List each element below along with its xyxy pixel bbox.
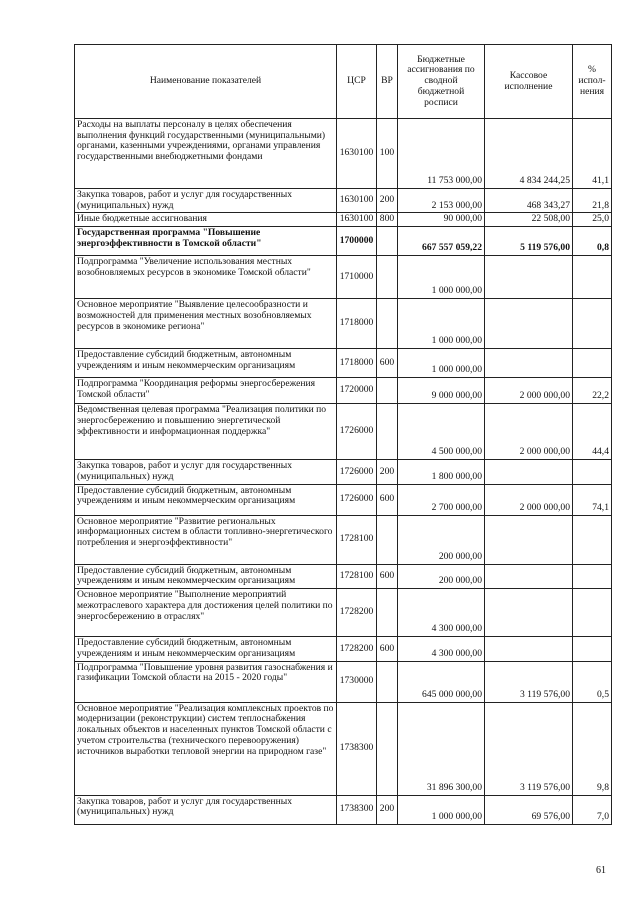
table-row [75, 795, 612, 824]
row-assignments: 31 896 300,00 [398, 702, 485, 795]
row-cash-execution: 2 000 000,00 [485, 378, 573, 404]
row-vr [377, 589, 398, 637]
row-csr: 1738300 [337, 702, 377, 795]
row-assignments: 4 300 000,00 [398, 589, 485, 637]
row-percent [573, 460, 612, 484]
row-name: Закупка товаров, работ и услуг для государственных (муниципальных) нужд [75, 189, 337, 213]
row-percent: 44,4 [573, 404, 612, 460]
row-name: Основное мероприятие "Выполнение мероприятий межотраслевого характера для достижения целей политики по энергосбережению в отраслях" [75, 589, 337, 637]
row-cash-execution [485, 349, 573, 378]
row-csr: 1700000 [337, 227, 377, 256]
row-percent [573, 299, 612, 349]
row-csr: 1726000 [337, 404, 377, 460]
header-name: Наименование показателей [75, 45, 337, 119]
header-assignments: Бюджетные ассигнования по сводной бюджетной росписи [398, 45, 485, 119]
table-row [75, 189, 612, 213]
row-csr: 1720000 [337, 378, 377, 404]
row-assignments: 667 557 059,22 [398, 227, 485, 256]
row-assignments: 9 000 000,00 [398, 378, 485, 404]
row-percent: 9,8 [573, 702, 612, 795]
table-row [75, 213, 612, 227]
row-cash-execution: 4 834 244,25 [485, 119, 573, 189]
row-cash-execution: 2 000 000,00 [485, 484, 573, 515]
row-assignments: 1 000 000,00 [398, 349, 485, 378]
row-csr: 1630100 [337, 213, 377, 227]
table-header-row [75, 45, 612, 119]
row-percent [573, 256, 612, 299]
row-cash-execution: 3 119 576,00 [485, 702, 573, 795]
row-name: Закупка товаров, работ и услуг для государственных (муниципальных) нужд [75, 795, 337, 824]
row-percent: 0,8 [573, 227, 612, 256]
row-cash-execution [485, 515, 573, 564]
table-row [75, 564, 612, 588]
row-percent: 41,1 [573, 119, 612, 189]
row-vr: 600 [377, 349, 398, 378]
row-percent [573, 589, 612, 637]
row-name: Расходы на выплаты персоналу в целях обеспечения выполнения функций государственными (муниципальными) органами, казенными учреждениями, органами управления государственными внебюджетными фондами [75, 119, 337, 189]
row-cash-execution: 2 000 000,00 [485, 404, 573, 460]
row-assignments: 200 000,00 [398, 515, 485, 564]
row-name: Предоставление субсидий бюджетным, автономным учреждениям и иным некоммерческим организациям [75, 564, 337, 588]
table-row [75, 515, 612, 564]
row-csr: 1718000 [337, 349, 377, 378]
row-percent: 25,0 [573, 213, 612, 227]
row-assignments: 2 153 000,00 [398, 189, 485, 213]
row-vr [377, 404, 398, 460]
row-cash-execution [485, 564, 573, 588]
row-assignments: 1 000 000,00 [398, 256, 485, 299]
row-name: Иные бюджетные ассигнования [75, 213, 337, 227]
table-row [75, 256, 612, 299]
row-assignments: 200 000,00 [398, 564, 485, 588]
table-row [75, 299, 612, 349]
table-body [75, 119, 612, 825]
row-percent: 21,8 [573, 189, 612, 213]
table-row [75, 589, 612, 637]
row-csr: 1726000 [337, 484, 377, 515]
row-assignments: 11 753 000,00 [398, 119, 485, 189]
row-name: Государственная программа "Повышение энергоэффективности в Томской области" [75, 227, 337, 256]
row-cash-execution: 22 508,00 [485, 213, 573, 227]
row-vr: 600 [377, 484, 398, 515]
table-row [75, 378, 612, 404]
row-assignments: 4 500 000,00 [398, 404, 485, 460]
row-name: Ведомственная целевая программа "Реализация политики по энергосбережению и повышению энергетической эффективности и информационная поддержка" [75, 404, 337, 460]
header-cash-execution: Кассовое исполнение [485, 45, 573, 119]
row-cash-execution [485, 256, 573, 299]
table-row [75, 702, 612, 795]
row-cash-execution [485, 299, 573, 349]
row-name: Подпрограмма "Координация реформы энергосбережения Томской области" [75, 378, 337, 404]
row-percent: 7,0 [573, 795, 612, 824]
row-name: Предоставление субсидий бюджетным, автономным учреждениям и иным некоммерческим организациям [75, 637, 337, 661]
row-name: Подпрограмма "Увеличение использования местных возобновляемых ресурсов в экономике Томской области" [75, 256, 337, 299]
table-row [75, 484, 612, 515]
row-assignments: 1 000 000,00 [398, 299, 485, 349]
row-vr: 200 [377, 460, 398, 484]
row-assignments: 1 800 000,00 [398, 460, 485, 484]
row-csr: 1718000 [337, 299, 377, 349]
row-assignments: 4 300 000,00 [398, 637, 485, 661]
header-csr: ЦСР [337, 45, 377, 119]
table-row [75, 460, 612, 484]
row-csr: 1630100 [337, 119, 377, 189]
row-percent [573, 564, 612, 588]
row-vr [377, 661, 398, 702]
row-name: Основное мероприятие "Выявление целесообразности и возможностей для применения местных возобновляемых ресурсов в экономике региона" [75, 299, 337, 349]
table-row [75, 661, 612, 702]
row-cash-execution: 468 343,27 [485, 189, 573, 213]
table-row [75, 637, 612, 661]
row-csr: 1710000 [337, 256, 377, 299]
row-cash-execution: 3 119 576,00 [485, 661, 573, 702]
table-row [75, 404, 612, 460]
row-cash-execution [485, 637, 573, 661]
row-vr: 200 [377, 795, 398, 824]
row-percent [573, 349, 612, 378]
row-csr: 1738300 [337, 795, 377, 824]
row-name: Основное мероприятие "Развитие региональных информационных систем в области топливно-энергетического потребления и энергоэффективности" [75, 515, 337, 564]
row-vr [377, 227, 398, 256]
row-assignments: 2 700 000,00 [398, 484, 485, 515]
table-row [75, 119, 612, 189]
row-assignments: 1 000 000,00 [398, 795, 485, 824]
row-percent [573, 515, 612, 564]
row-percent [573, 637, 612, 661]
row-percent: 22,2 [573, 378, 612, 404]
row-csr: 1630100 [337, 189, 377, 213]
row-name: Предоставление субсидий бюджетным, автономным учреждениям и иным некоммерческим организациям [75, 349, 337, 378]
page-number: 61 [596, 865, 606, 876]
row-vr [377, 702, 398, 795]
row-name: Закупка товаров, работ и услуг для государственных (муниципальных) нужд [75, 460, 337, 484]
row-vr [377, 256, 398, 299]
row-cash-execution [485, 460, 573, 484]
row-vr [377, 515, 398, 564]
row-name: Предоставление субсидий бюджетным, автономным учреждениям и иным некоммерческим организациям [75, 484, 337, 515]
row-assignments: 645 000 000,00 [398, 661, 485, 702]
row-percent: 74,1 [573, 484, 612, 515]
row-vr [377, 378, 398, 404]
row-vr: 600 [377, 564, 398, 588]
row-vr [377, 299, 398, 349]
header-vr: ВР [377, 45, 398, 119]
row-vr: 100 [377, 119, 398, 189]
row-vr: 200 [377, 189, 398, 213]
row-vr: 600 [377, 637, 398, 661]
row-csr: 1728200 [337, 637, 377, 661]
row-cash-execution [485, 589, 573, 637]
budget-execution-table [74, 44, 612, 825]
row-csr: 1728100 [337, 515, 377, 564]
row-cash-execution: 5 119 576,00 [485, 227, 573, 256]
row-name: Основное мероприятие "Реализация комплексных проектов по модернизации (реконструкции) систем теплоснабжения локальных объектов и населенных пунктов Томской области с учетом строительства (технического перевооружения) источников выработки тепловой энергии на природном газе" [75, 702, 337, 795]
table-row [75, 349, 612, 378]
row-name: Подпрограмма "Повышение уровня развития газоснабжения и газификации Томской области на 2015 - 2020 годы" [75, 661, 337, 702]
row-csr: 1730000 [337, 661, 377, 702]
table-row [75, 227, 612, 256]
header-percent: % испол-нения [573, 45, 612, 119]
row-csr: 1728200 [337, 589, 377, 637]
row-percent: 0,5 [573, 661, 612, 702]
row-vr: 800 [377, 213, 398, 227]
row-csr: 1726000 [337, 460, 377, 484]
row-cash-execution: 69 576,00 [485, 795, 573, 824]
row-assignments: 90 000,00 [398, 213, 485, 227]
row-csr: 1728100 [337, 564, 377, 588]
